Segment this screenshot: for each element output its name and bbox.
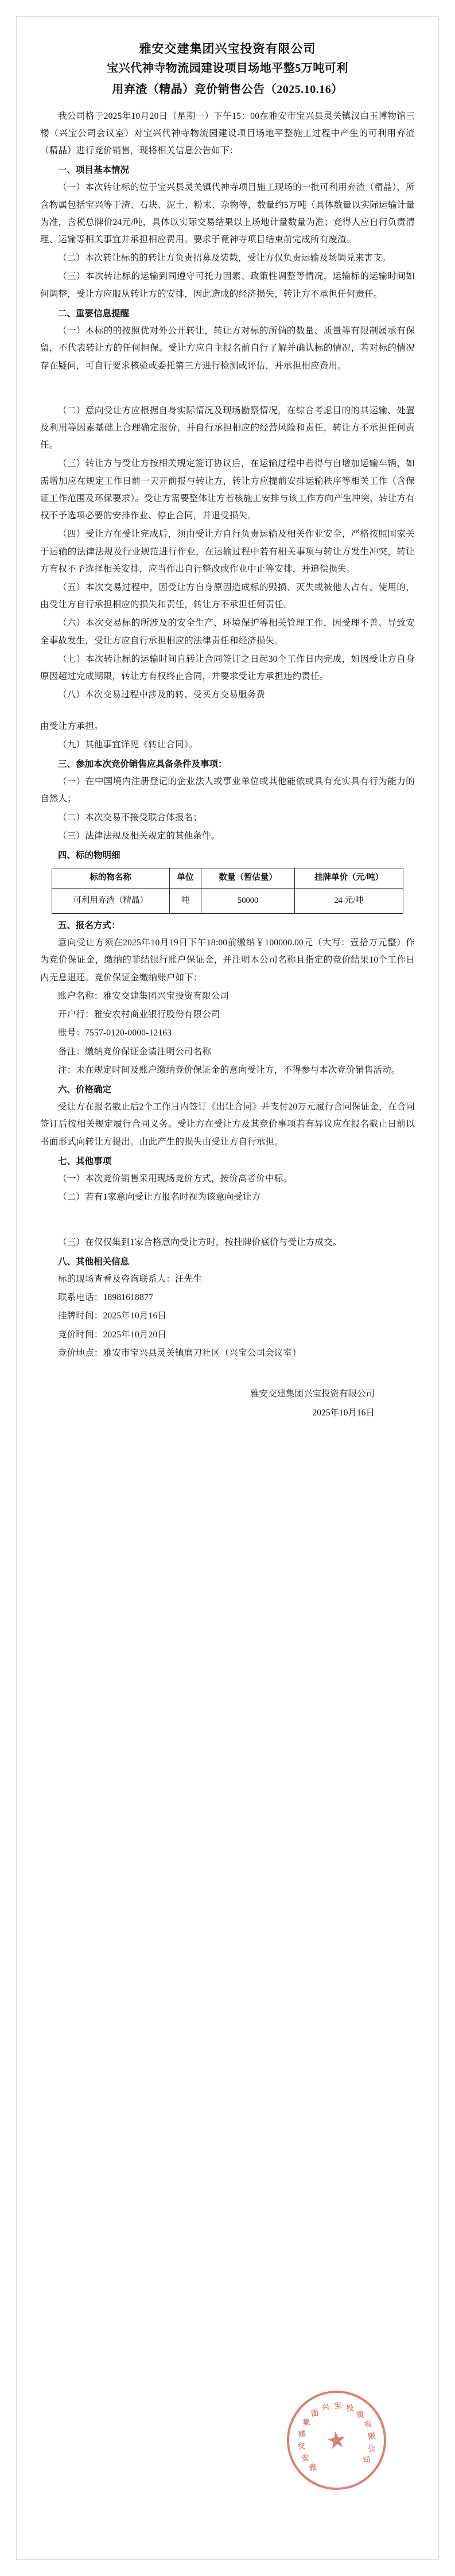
cell-item-price: 24 元/吨 (294, 889, 403, 914)
paragraph-account-name: 账户名称：雅安交建集团兴宝投资有限公司 (58, 991, 230, 1001)
table-row (52, 889, 403, 914)
signature-company: 雅安交建集团兴宝投资有限公司 (250, 1389, 375, 1399)
paragraph-notice-4: （四）受让方在受让完成后，须由受让方自行负责运输及相关作业安全，严格按照国家关于运输的法律法规及行业规范进行作业，在运输过程中若有相关事项与转让方发生冲突，转让方有权不予选择相关安排，应当作出自行整改或作业中止等安排，并追偿损失。 (40, 529, 415, 574)
paragraph-deposit-warning: 注：未在规定时间及账户缴纳竞价保证金的意向受让方，不得参与本次竞价销售活动。 (58, 1065, 400, 1075)
signature-block (40, 1385, 415, 1422)
seal-text-ring: 雅 安 交 建 集 团 兴 宝 投 资 有 限 公 司 (297, 2400, 376, 2472)
items-table (52, 868, 404, 914)
paragraph-project-3: （三）本次转让标的运输到同遵守可托力因素、政策性调整等情况，运输标的运输时间如何调整，受让方应服从转让方的安排，因此造成的经济损失，转让方不承担任何责任。 (40, 271, 415, 299)
signature-date: 2025年10月16日 (312, 1407, 375, 1418)
paragraph-notice-2: （二）意向受让方应根据自身实际情况及现场勘察情况，在综合考虑目的的其运输、处置及利用等因素基础上合理确定报价，并自行承担相应的经营风险和责任，转让方不承担任何责任。 (40, 405, 415, 451)
paragraph-listing-date: 挂牌时间：2025年10月16日 (58, 1311, 167, 1321)
paragraph-notice-6: （六）本次交易标的所涉及的安全生产、环境保护等相关管理工作，因受理不善、导致安全事故发生，受让方应自行承担相应的法律责任和经济损失。 (40, 618, 415, 646)
paragraph-account-bank: 开户行：雅安农村商业银行股份有限公司 (58, 1010, 220, 1020)
paragraph-condition-2: （二）本次交易不接受联合体报名； (58, 812, 203, 823)
paragraph-price-1: 受让方在报名截止后2个工作日内签订《出让合同》并支付20万元履行合同保证金，在合同签订后按相关规定履行合同义务。受让方在受让方及其竞价事项若有异议应在报名截止日前以书面形式向转让方提出。由此产生的损失由受让方自行承担。 (40, 1102, 415, 1147)
paragraph-notice-7: （七）本次转让标的运输时间自转让合同签订之日起30个工作日内完成，如因受让方自身原因超过完成期限，转让方有权终止合同，并要求受让方承担违约责任。 (40, 654, 415, 682)
paragraph-project-1: （一）本次转让标的位于宝兴县灵关镇代神寺项目施工现场的一批可利用弃渣（精晶），所含物属包括宝兴等于渣、石块、泥土、粉末、杂物等，数量约5万吨（具体数量以实际运输计量为准，含税总牌价24元/吨，具体以实际交易结果以上场地计量数量为准；竞得人应自行负责清理、运输等相关事宜并承担相应费用。要求于竟神寺项目结束前完成所有废渣。 (40, 183, 415, 245)
paragraph-registration-1: 意向受让方须在2025年10月19日下午18:00前缴纳￥100000.00元（大写：壹拾万元整）作为竞价保证金，缴纳的非结银行账户保证金，并注明本公司名称且指定的竞价结果10个工作日内无息退还。竞价保证金缴纳账户如下： (40, 938, 415, 983)
paragraph-notice-9-cont: 由受让方承担。 (40, 721, 103, 731)
paragraph-condition-3: （三）法律法规及相关规定的其他条件。 (58, 831, 220, 841)
section-heading-project: 一、项目基本情况 (58, 165, 130, 176)
paragraph-condition-1: （一）在中国境内注册登记的企业法人或事业单位或其他能依或具有充实具有行为能力的自然人； (40, 777, 415, 804)
table-header-quantity: 数量（暂估量） (201, 868, 294, 889)
paragraph-account-number: 账号：7557-0120-0000-12163 (58, 1028, 172, 1038)
company-header: 雅安交建集团兴宝投资有限公司 (139, 42, 316, 56)
table-header-price: 挂牌单价（元/吨） (294, 868, 403, 889)
paragraph-notice-1: （一）本标的的按照优对外公开转让，转让方对标的所倘的数量、质量等有限制属承有保留，不代表转让方的任何担保。受让方应自主报名前自行了解并确认标的情况，若对标的情况存在疑问，可自行要求核验或委托第三方进行检测或评估，并承担相应费用。 (40, 326, 415, 371)
paragraph-bid-location: 竞价地点：雅安市宝兴县灵关镇磨刀社区（兴宝公司会议室） (58, 1348, 301, 1358)
spacer-3 (40, 1208, 415, 1234)
cell-item-name: 可利用弃渣（精晶） (52, 889, 169, 914)
spacer-1 (40, 376, 415, 402)
paragraph-bid-date: 竞价时间：2025年10月20日 (58, 1329, 167, 1340)
document-title-line2: 用弃渣（精晶）竞价销售公告（2025.10.16） (112, 83, 343, 96)
paragraph-notice-8: （八）本次交易过程中涉及的转、受买方交易服务费 (58, 690, 266, 700)
section-heading-price: 六、价格确定 (58, 1084, 112, 1095)
paragraph-other-3: （三）在仅仅集到1家合格意向受让方时，按挂牌价底价与受让方成交。 (58, 1237, 342, 1247)
paragraph-other-1: （一）本次竞价销售采用现场竞价方式，按价高者价中标。 (58, 1174, 293, 1184)
section-heading-conditions: 三、参加本次竞价销售应具备条件及事项： (58, 759, 227, 769)
document-title-line1: 宝兴代神寺物流园建设项目场地平整5万吨可利 (107, 61, 348, 75)
table-header-row (52, 868, 403, 889)
seal-star-icon: ★ (324, 2426, 349, 2454)
cell-item-unit: 吨 (169, 889, 201, 914)
spacer-2 (40, 705, 415, 718)
section-heading-other: 七、其他事项 (58, 1156, 112, 1166)
table-header-name: 标的物名称 (52, 868, 169, 889)
paragraph-account-remark: 备注：缴纳竞价保证金请注明公司名称 (58, 1046, 211, 1057)
paragraph-notice-5: （五）本次交易过程中，因受让方自身原因造成标的毁损、灭失或被他人占有、使用的，由受让方自行承担相应的损失和责任，转让方不承担任何责任。 (40, 582, 415, 610)
company-seal-stamp (281, 2384, 392, 2496)
section-heading-items: 四、标的物明细 (58, 851, 120, 861)
section-heading-notice: 二、重要信息提醒 (58, 308, 130, 319)
cell-item-quantity: 50000 (201, 889, 294, 914)
section-heading-info: 八、其他相关信息 (58, 1256, 130, 1267)
section-heading-registration: 五、报名方式： (58, 921, 120, 930)
paragraph-other-2: （二）若有1家意向受让方报名时视为该意向受让方 (58, 1192, 261, 1202)
paragraph-intro: 我公司格于2025年10月20日（星期一）下午15：00在雅安市宝兴县灵关镇汉白玉博物馆三楼（兴宝公司会议室）对宝兴代神寺物流园建设项目场地平整施工过程中产生的可利用弃渣（精晶）进行竞价销售，现将相关信息公告如下： (40, 111, 415, 156)
paragraph-notice-10: （九）其他事宜详见《转让合同》。 (58, 739, 198, 750)
paragraph-project-2: （二）本次转让标的的转让方负责招募及装载，受让方仅负责运输及场调兑来害支。 (58, 253, 391, 263)
paragraph-contact-phone: 联系电话：18981618877 (58, 1293, 153, 1303)
paragraph-notice-3: （三）转让方与受让方按相关规定签订协议后，在运输过程中若得与自增加运输车辆，如需增加应在规定工作日前一天开前报与转让方，转让方应提前安排运输秩序等相关工作（含保证工作范围及环保要求）。受让方需要整体让方若核施工安排与该工作方向产生冲突，转让方有权不予选项必要的安排作业、停止合同，并退受损失。 (40, 459, 415, 521)
table-header-unit: 单位 (169, 868, 201, 889)
paragraph-contact-person: 标的现场查看及咨询联系人：汪先生 (58, 1274, 203, 1284)
